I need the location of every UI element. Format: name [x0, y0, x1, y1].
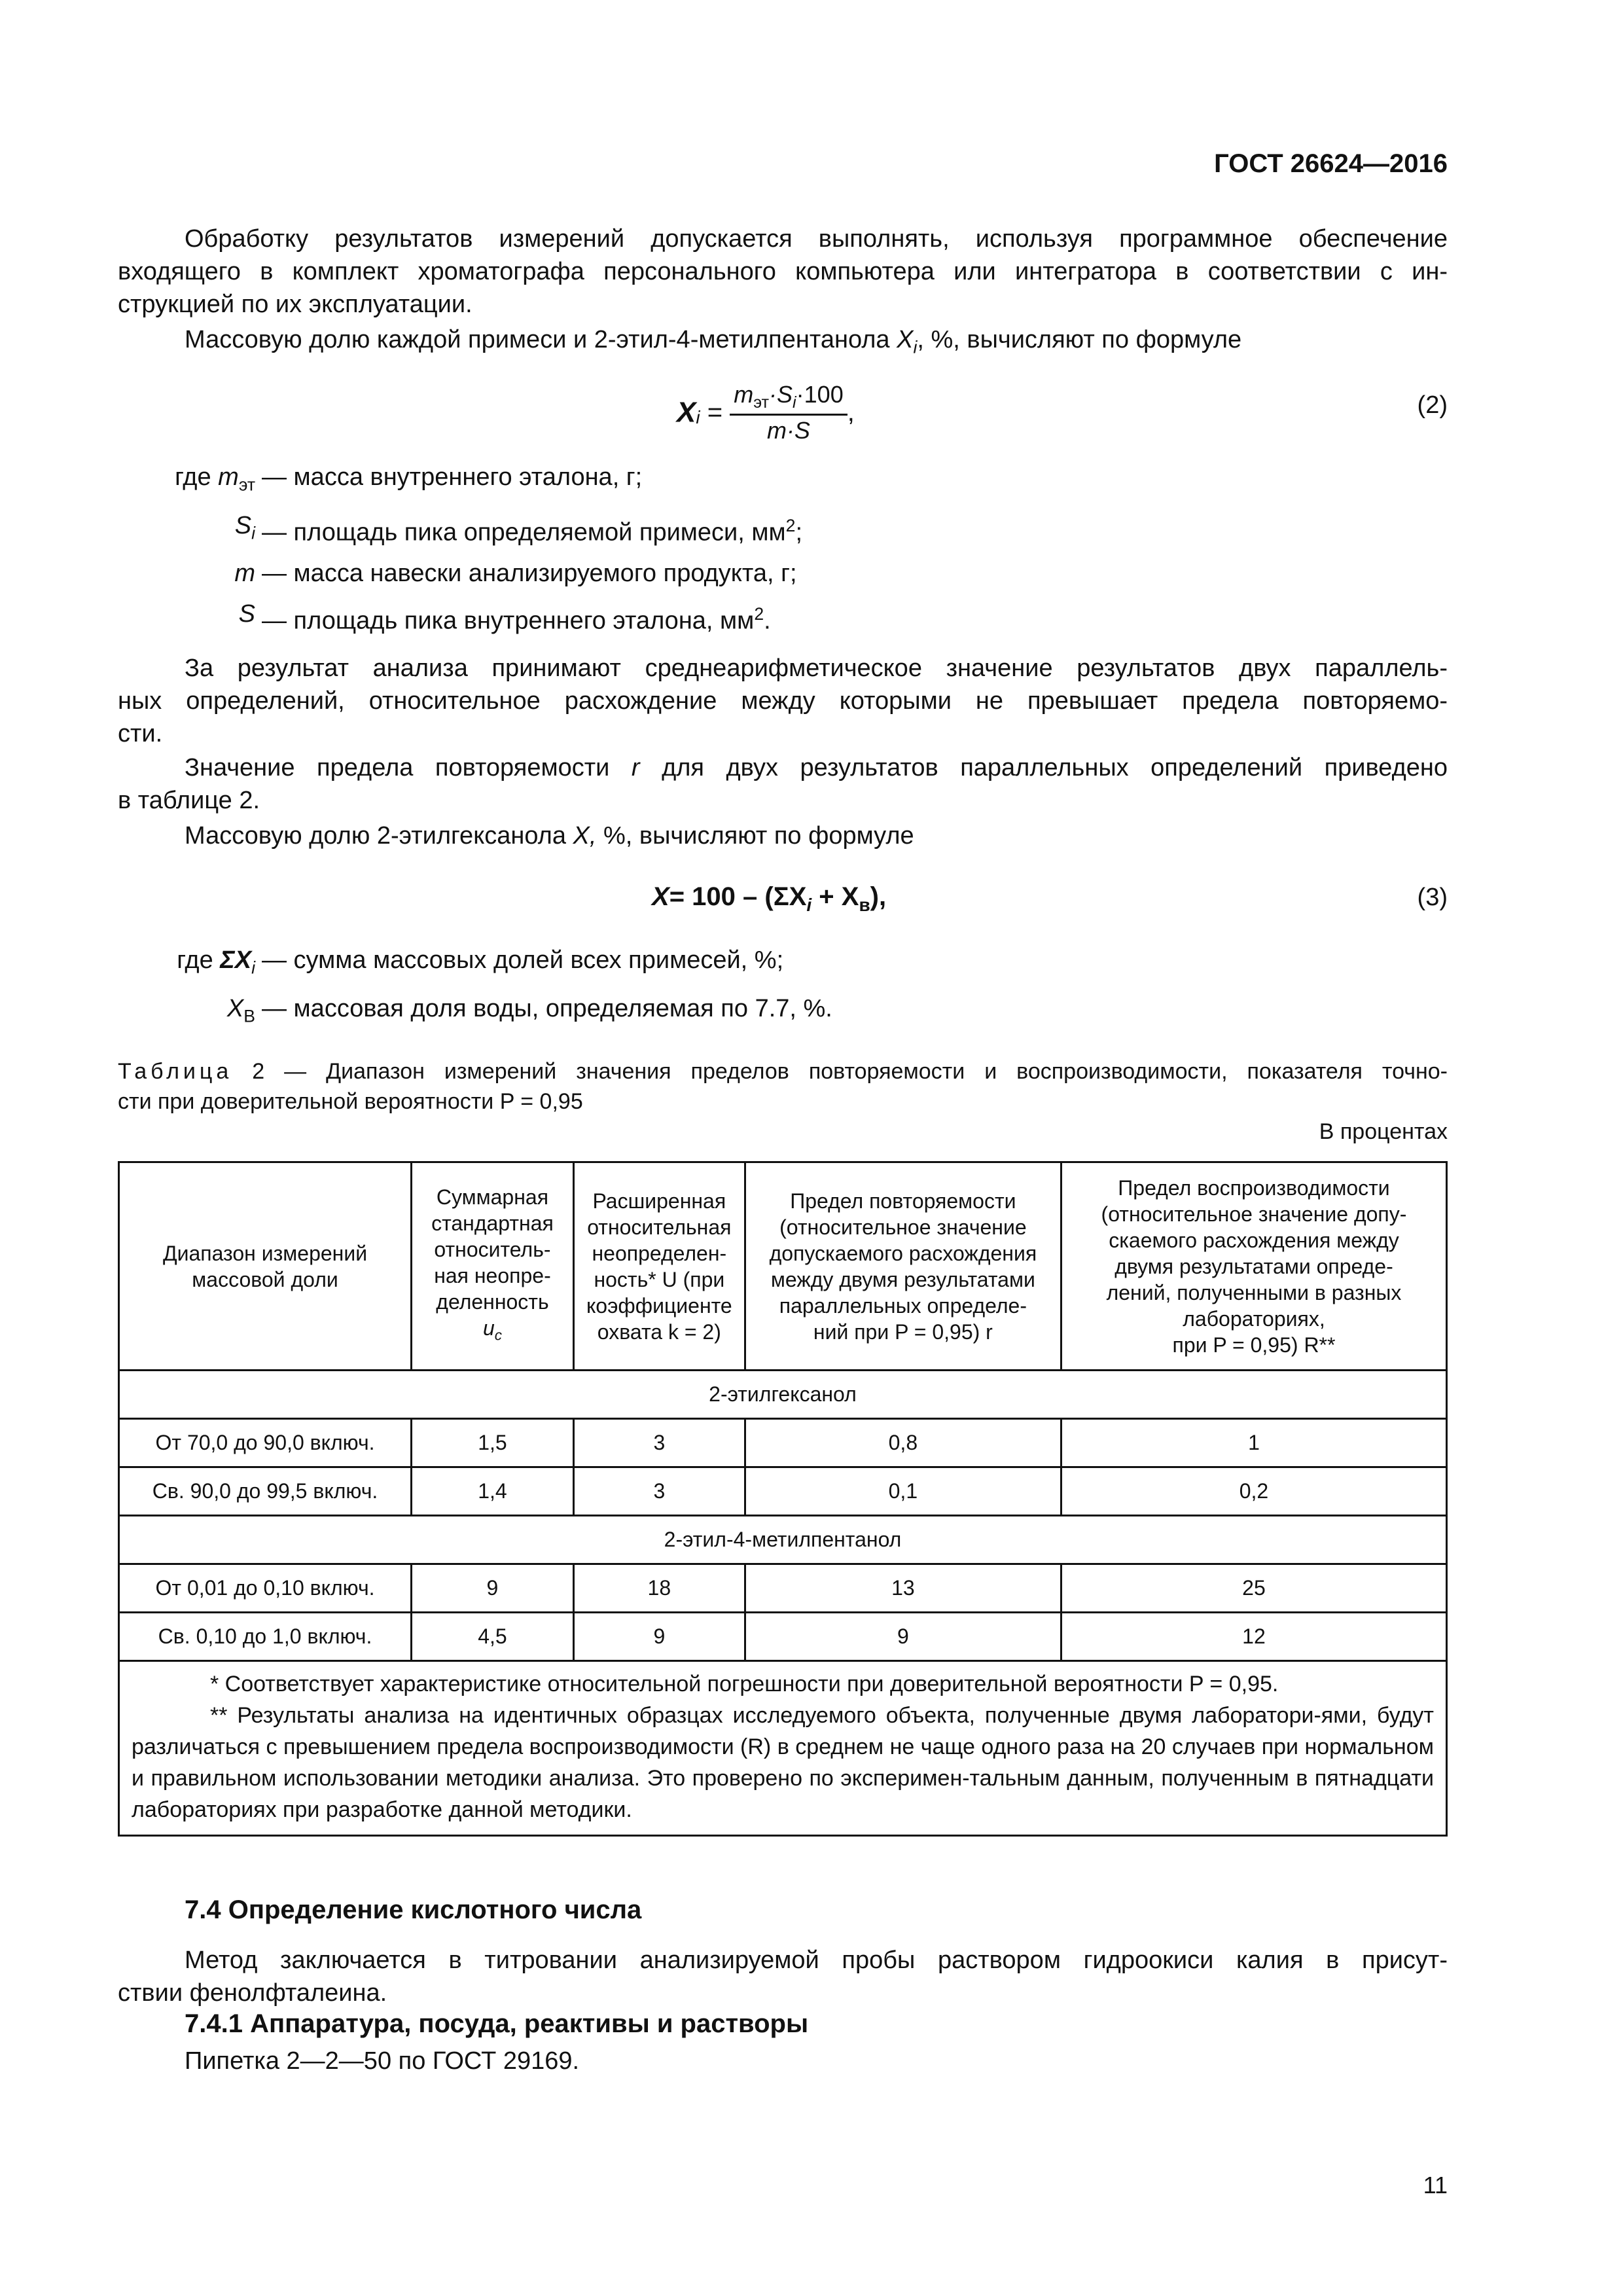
table-cell: Св. 0,10 до 1,0 включ. — [119, 1613, 412, 1661]
table-row — [119, 1564, 1447, 1613]
document-header: ГОСТ 26624—2016 — [1214, 149, 1448, 178]
table-cell: 1,5 — [412, 1419, 574, 1467]
table-cell: 9 — [412, 1564, 574, 1613]
table-cell: 18 — [573, 1564, 745, 1613]
formula-3-number: (3) — [1417, 884, 1448, 911]
definitions-1: где $m_{эт}$ — масса внутреннего эталона, г; $S_i$ — площадь пика определяемой примеси, $мм^2$; m — масса навески анализируемого продукта, г; S — площадь пика внутреннего эталона, $мм^2$. — [175, 463, 803, 635]
column-header-uc: Суммарная стандартная относитель- ная неопре- деленность $u_c$ — [412, 1162, 574, 1371]
column-header-R: Предел воспроизводимости (относительное значение допу- скаемого расхождения между двумя результатами опреде- лений, полученными в разных лабораториях, при P = 0,95) R** — [1061, 1162, 1446, 1371]
group-row — [119, 1371, 1447, 1419]
table-cell: 3 — [573, 1467, 745, 1516]
formula-2: $X_i$ = $\frac{m_{эт}\cdot S_i\cdot 100}{m\cdot S}$ , — [677, 381, 855, 444]
paragraph-1-line-1: Обработку результатов измерений допускается выполнять, используя программное обеспечение — [185, 225, 1448, 253]
group-row — [119, 1516, 1447, 1564]
table-row — [119, 1467, 1447, 1516]
column-header-U: Расширенная относительная неопределен- ность* U (при коэффициенте охвата k = 2) — [573, 1162, 745, 1371]
table-cell: 4,5 — [412, 1613, 574, 1661]
table-cell: Св. 90,0 до 99,5 включ. — [119, 1467, 412, 1516]
column-header-r: Предел повторяемости (относительное значение допускаемого расхождения между двумя результатами параллельных определе- ний при P = 0,95) r — [745, 1162, 1061, 1371]
table-cell: 1,4 — [412, 1467, 574, 1516]
table-cell: 25 — [1061, 1564, 1446, 1613]
paragraph-4-line-1: Значение предела повторяемости r для двух результатов параллельных определений приведено — [185, 754, 1448, 781]
paragraph-1-line-2: входящего в комплект хроматографа персонального компьютера или интегратора в соответствии с ин- — [118, 258, 1448, 285]
section-7-4-line-2: ствии фенолфталеина. — [118, 1979, 387, 2007]
table-note-2: ** Результаты анализа на идентичных образцах исследуемого объекта, полученные двумя лаборатори-ями, будут различаться с превышением предела воспроизводимости (R) в среднем не чаще одного раза на 20 случаев при нормальном и правильном использовании методики анализа. Это проверено по эксперимен-тальным данным, полученным в пятнадцати лабораториях при разработке данной методики. — [132, 1703, 1434, 1822]
table-cell: 13 — [745, 1564, 1061, 1613]
table-cell: От 0,01 до 0,10 включ. — [119, 1564, 412, 1613]
table-cell: 1 — [1061, 1419, 1446, 1467]
table-cell: 0,2 — [1061, 1467, 1446, 1516]
page-number: 11 — [1423, 2172, 1448, 2198]
column-header-range: Диапазон измерений массовой доли — [119, 1162, 412, 1371]
formula-3: $X= 100 - (\Sigma X_i + X_в)$, — [652, 882, 887, 915]
paragraph-2: Массовую долю каждой примеси и 2-этил-4-метилпентанола $X_i$, %, вычисляют по формуле — [185, 326, 1242, 357]
table-note-1: * Соответствует характеристике относительной погрешности при доверительной вероятности P = 0,95. — [210, 1672, 1279, 1696]
table-cell: 9 — [745, 1613, 1061, 1661]
paragraph-3-line-1: За результат анализа принимают среднеарифметическое значение результатов двух параллель- — [185, 655, 1448, 682]
paragraph-1-line-3: струкцией по их эксплуатации. — [118, 291, 473, 318]
table-2 — [118, 1161, 1448, 1837]
table-2-units: В процентах — [1319, 1119, 1448, 1144]
table-row — [119, 1613, 1447, 1661]
table-cell: 0,1 — [745, 1467, 1061, 1516]
table-cell: 0,8 — [745, 1419, 1061, 1467]
table-cell: 9 — [573, 1613, 745, 1661]
paragraph-5: Массовую долю 2-этилгексанола X, %, вычисляют по формуле — [185, 822, 914, 850]
definitions-2: где $\Sigma X_i$ — сумма массовых долей всех примесей, %; $X_В$ — массовая доля воды, определяемая по 7.7, %. — [177, 946, 832, 1026]
paragraph-3-line-3: сти. — [118, 720, 163, 747]
paragraph-3-line-2: ных определений, относительное расхождение между которыми не превышает предела повторяемо- — [118, 687, 1448, 715]
table-header-row — [119, 1162, 1447, 1371]
table-notes — [119, 1661, 1447, 1836]
group-name: 2-этил-4-метилпентанол — [119, 1516, 1447, 1564]
table-cell: 12 — [1061, 1613, 1446, 1661]
section-7-4-line-1: Метод заключается в титровании анализируемой пробы раствором гидроокиси калия в присут- — [185, 1946, 1448, 1974]
paragraph-4-line-2: в таблице 2. — [118, 787, 260, 814]
table-cell: 3 — [573, 1419, 745, 1467]
section-7-4-1-text: Пипетка 2—2—50 по ГОСТ 29169. — [185, 2047, 580, 2075]
group-name: 2-этилгексанол — [119, 1371, 1447, 1419]
table-notes-row — [119, 1661, 1447, 1836]
formula-2-number: (2) — [1417, 391, 1448, 419]
table-row — [119, 1419, 1447, 1467]
section-7-4-title: 7.4 Определение кислотного числа — [185, 1895, 642, 1924]
table-2-caption: Таблица 2 — Диапазон измерений значения пределов повторяемости и воспроизводимости, показателя точно- сти при доверительной вероятности P = 0,95 — [118, 1059, 1448, 1114]
section-7-4-1-title: 7.4.1 Аппаратура, посуда, реактивы и растворы — [185, 2009, 809, 2038]
table-cell: От 70,0 до 90,0 включ. — [119, 1419, 412, 1467]
formula-2-fraction: $\frac{m_{эт}\cdot S_i\cdot 100}{m\cdot S}$ — [730, 381, 847, 444]
